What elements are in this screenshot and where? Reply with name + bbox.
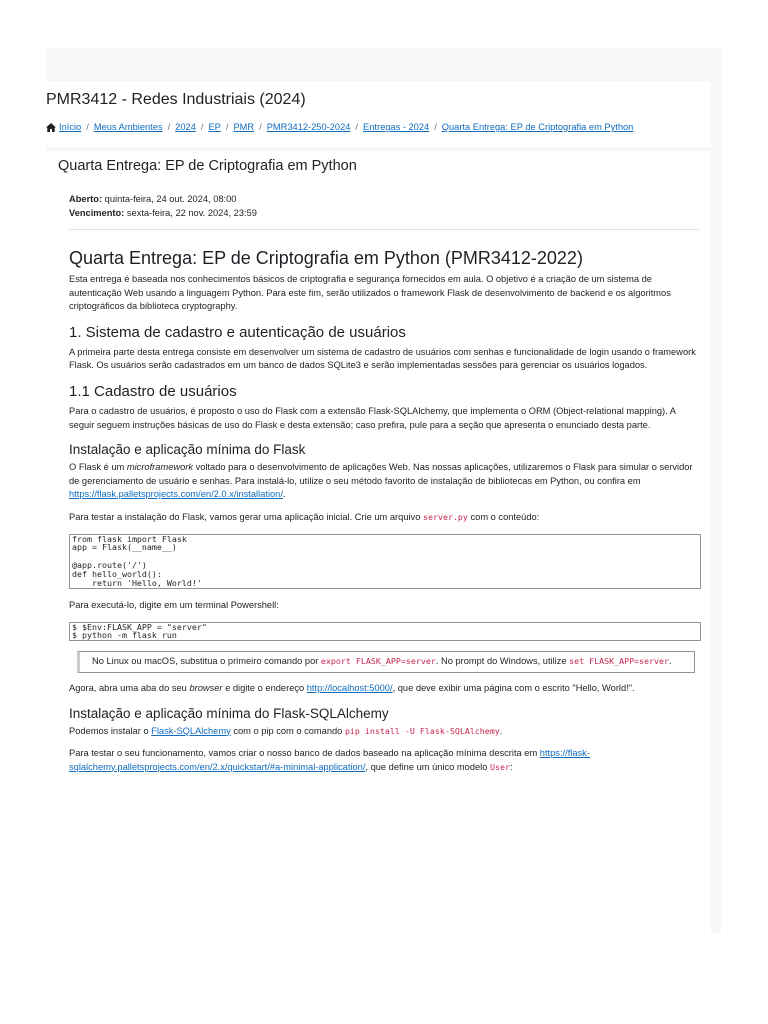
code-block-server: from flask import Flask app = Flask(__name__) @app.route('/') def hello_world(): return 'Hello, World!' [69, 534, 701, 589]
section-1-1-heading: 1.1 Cadastro de usuários [69, 382, 237, 400]
localhost-link[interactable]: http://localhost:5000/ [306, 682, 393, 693]
browser-paragraph [69, 682, 701, 696]
flask-sqlalchemy-link[interactable]: Flask-SQLAlchemy [151, 725, 231, 736]
inline-code: User [489, 761, 510, 772]
intro-paragraph: Esta entrega é baseada nos conhecimentos básicos de criptografia e segurança fornecidos em aula. O objetivo é a criação de um sistema de autenticação Web usando a linguagem Python. Para este fim, serão utilizados o framework Flask de desenvolvimento de backend e os algoritmos criptográficos da biblioteca cryptography. [69, 274, 671, 312]
assignment-description [69, 247, 701, 783]
text: e digite o endereço [222, 682, 307, 693]
due-value: sexta-feira, 22 nov. 2024, 23:59 [126, 208, 257, 218]
text: . [499, 725, 503, 736]
db-paragraph [69, 747, 701, 774]
course-title: PMR3412 - Redes Industriais (2024) [46, 91, 306, 108]
text: Para testar a instalação do Flask, vamos gerar uma aplicação inicial. Crie um arquivo [69, 511, 423, 522]
breadcrumb-separator: / [225, 122, 229, 132]
text: Agora, abra uma aba do seu [69, 682, 190, 693]
page-header [46, 81, 711, 147]
activity-card [46, 151, 711, 933]
flask-install-link[interactable]: https://flask.palletsprojects.com/en/2.0.x/installation/ [69, 489, 283, 500]
breadcrumb-item-current[interactable]: Quarta Entrega: EP de Criptografia em Python [441, 122, 634, 132]
inline-code: pip install -U Flask-SQLAlchemy [344, 725, 500, 736]
code-block-run: $ $Env:FLASK_APP = "server" $ python -m flask run [69, 622, 701, 642]
breadcrumb-item-course[interactable]: PMR3412-250-2024 [266, 122, 351, 132]
activity-title: Quarta Entrega: EP de Criptografia em Python [58, 158, 357, 174]
breadcrumb-item-pmr[interactable]: PMR [233, 122, 255, 132]
opened-value: quinta-feira, 24 out. 2024, 08:00 [104, 194, 237, 204]
text: Podemos instalar o [69, 725, 152, 736]
breadcrumb-item-ep[interactable]: EP [208, 122, 221, 132]
activity-dates [69, 192, 257, 220]
emphasis: microframework [126, 462, 193, 473]
page-wrapper [46, 48, 721, 933]
breadcrumb-item-entregas[interactable]: Entregas - 2024 [363, 122, 430, 132]
note-paragraph [92, 655, 684, 669]
inline-code: server.py [422, 511, 468, 522]
flask-heading: Instalação e aplicação mínima do Flask [69, 442, 306, 458]
breadcrumb-item-inicio[interactable]: Início [59, 122, 82, 132]
text: : [509, 761, 513, 772]
opened-label: Aberto: [69, 194, 103, 204]
text: , que define um único modelo [365, 761, 490, 772]
sqlalchemy-heading: Instalação e aplicação mínima do Flask-SQLAlchemy [69, 705, 389, 721]
text: . [669, 656, 672, 667]
divider [69, 229, 699, 230]
run-paragraph: Para executá-lo, digite em um terminal Powershell: [69, 599, 279, 610]
flask-paragraph [69, 461, 701, 502]
breadcrumb-separator: / [355, 122, 359, 132]
breadcrumb-separator: / [259, 122, 262, 132]
text: O Flask é um [69, 462, 127, 473]
section-1-1-paragraph: Para o cadastro de usuários, é proposto o uso do Flask com a extensão Flask-SQLAlchemy, que implementa o ORM (Object-relational mapping). A seguir seguem instruções básicas de uso do Flask e desta extensão; caso prefira, pule para a seção que apresenta o enunciado desta parte. [69, 405, 676, 430]
main-heading: Quarta Entrega: EP de Criptografia em Python (PMR3412-2022) [69, 248, 583, 268]
breadcrumb-separator: / [167, 122, 171, 132]
text: . [282, 489, 286, 500]
breadcrumb [46, 122, 633, 132]
note-box [77, 651, 695, 673]
text: com o conteúdo: [467, 511, 540, 522]
text: No Linux ou macOS, substitua o primeiro comando por [92, 656, 321, 667]
test-paragraph [69, 511, 701, 525]
install-paragraph [69, 725, 701, 739]
section-1-heading: 1. Sistema de cadastro e autenticação de usuários [69, 323, 406, 341]
breadcrumb-separator: / [200, 122, 204, 132]
text: Para testar o seu funcionamento, vamos criar o nosso banco de dados baseado na aplicação mínima descrita em [69, 748, 540, 759]
section-1-paragraph: A primeira parte desta entrega consiste em desenvolver um sistema de cadastro de usuários com senhas e funcionalidade de login usando o framework Flask. Os usuários serão cadastrados em um banco de dados SQLite3 e serão implementadas sessões para gerenciar os usuários logados. [69, 346, 696, 371]
breadcrumb-separator: / [86, 122, 89, 132]
breadcrumb-item-meus-ambientes[interactable]: Meus Ambientes [93, 122, 163, 132]
text: com o pip com o comando [230, 725, 345, 736]
text: , que deve exibir uma página com o escrito "Hello, World!". [392, 682, 635, 693]
due-label: Vencimento: [69, 208, 125, 218]
breadcrumb-item-2024[interactable]: 2024 [175, 122, 196, 132]
breadcrumb-separator: / [434, 122, 437, 132]
text: . No prompt do Windows, utilize [435, 656, 570, 667]
home-icon [46, 123, 56, 132]
inline-code: set FLASK_APP=server [569, 656, 670, 667]
text: voltado para o desenvolvimento de aplicações Web. Nas nossas aplicações, utilizaremos o Flask para simular o servidor de gerenciamento de usuário e senhas. Para instalá-lo, utilize o seu método favorito de instalação de bibliotecas em Python, ou confira em [69, 462, 693, 486]
sqlalchemy-quickstart-link[interactable]: https://flask-sqlalchemy.palletsprojects.com/en/2.x/quickstart/#a-minimal-application/ [69, 748, 590, 772]
emphasis: browser [189, 682, 223, 693]
opened-date [69, 192, 257, 206]
inline-code: export FLASK_APP=server [320, 656, 436, 667]
due-date [69, 206, 257, 220]
